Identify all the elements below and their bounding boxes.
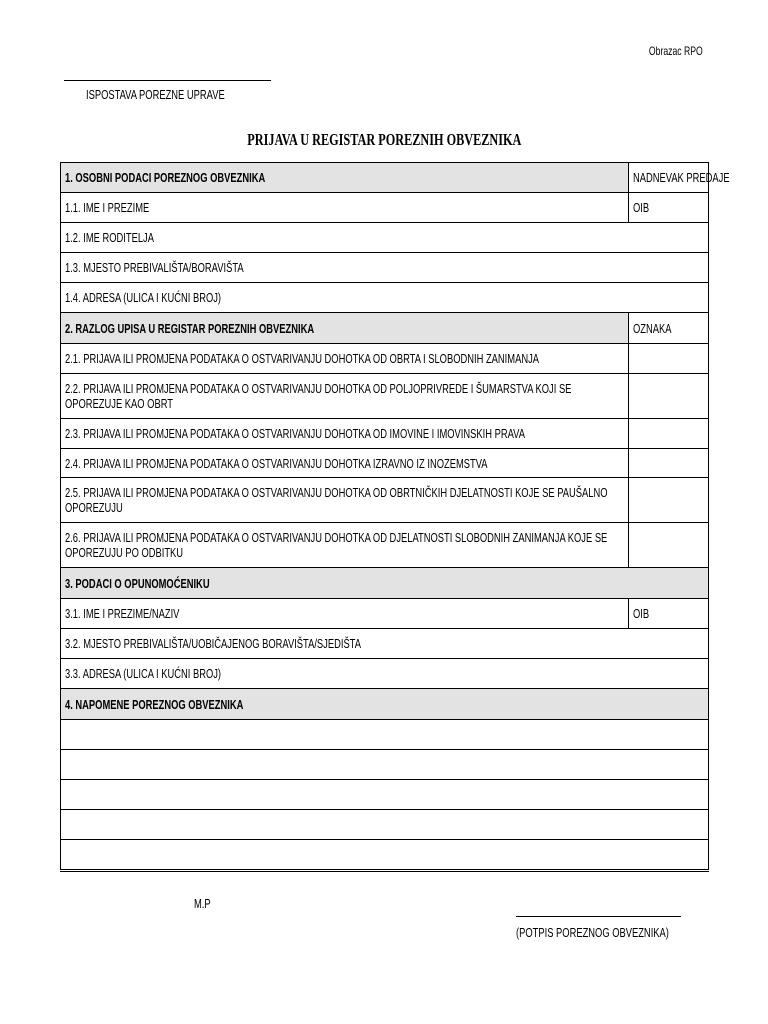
reason-label: 2.4. PRIJAVA ILI PROMJENA PODATAKA O OSTVARIVANJU DOHOTKA IZRAVNO IZ INOZEMSTVA [61,449,629,478]
reason-row [61,419,709,449]
section-4-title: 4. NAPOMENE POREZNOG OBVEZNIKA [61,689,709,720]
reason-mark-box[interactable] [629,449,709,478]
residence-field[interactable]: 1.3. MJESTO PREBIVALIŠTA/BORAVIŠTA [61,253,709,283]
reason-mark-box[interactable] [629,344,709,374]
parent-name-field[interactable]: 1.2. IME RODITELJA [61,223,709,253]
reason-row [61,523,709,568]
reason-label: 2.2. PRIJAVA ILI PROMJENA PODATAKA O OSTVARIVANJU DOHOTKA OD POLJOPRIVREDE I ŠUMARSTVA KOJI SE OPOREZUJE KAO OBRT [61,374,629,419]
reason-row [61,478,709,523]
notes-line [61,840,709,871]
taxpayer-oib-field[interactable]: OIB [629,193,709,223]
parent-name-row [61,223,709,253]
notes-line [61,780,709,810]
form-title: PRIJAVA U REGISTAR POREZNIH OBVEZNIKA [246,130,522,149]
reason-label: 2.1. PRIJAVA ILI PROMJENA PODATAKA O OSTVARIVANJU DOHOTKA OD OBRTA I SLOBODNIH ZANIMANJA [61,344,629,374]
section-2-header-row [61,313,709,344]
section-2-title: 2. RAZLOG UPISA U REGISTAR POREZNIH OBVEZNIKA [61,313,629,344]
notes-field[interactable] [61,840,709,871]
address-row [61,283,709,313]
notes-field[interactable] [61,810,709,840]
section-4-header-row [61,689,709,720]
reason-mark-box[interactable] [629,374,709,419]
office-signature-line [64,80,271,81]
section-1-header-row [61,163,709,193]
mark-column-header: OZNAKA [629,313,709,344]
reason-mark-box[interactable] [629,419,709,449]
section-3-title: 3. PODACI O OPUNOMOĆENIKU [61,568,709,599]
taxpayer-name-row [61,193,709,223]
notes-field[interactable] [61,780,709,810]
notes-line [61,810,709,840]
reason-mark-box[interactable] [629,478,709,523]
submission-date-field[interactable]: NADNEVAK PREDAJE [629,163,709,193]
office-label: ISPOSTAVA POREZNE UPRAVE [86,87,225,102]
notes-line [61,720,709,750]
reason-row [61,449,709,478]
residence-row [61,253,709,283]
reason-row [61,374,709,419]
notes-field[interactable] [61,720,709,750]
reason-label: 2.3. PRIJAVA ILI PROMJENA PODATAKA O OSTVARIVANJU DOHOTKA OD IMOVINE I IMOVINSKIH PRAVA [61,419,629,449]
section-3-header-row [61,568,709,599]
signature-line[interactable] [516,916,681,917]
form-code: Obrazac RPO [649,44,703,58]
registration-form-table [60,162,730,872]
proxy-name-row [61,599,709,629]
proxy-oib-field[interactable]: OIB [629,599,709,629]
notes-line [61,750,709,780]
proxy-residence-row [61,629,709,659]
address-field[interactable]: 1.4. ADRESA (ULICA I KUĆNI BROJ) [61,283,709,313]
reason-label: 2.5. PRIJAVA ILI PROMJENA PODATAKA O OSTVARIVANJU DOHOTKA OD OBRTNIČKIH DJELATNOSTI KOJE SE PAUŠALNO OPOREZUJU [61,478,629,523]
section-1-title: 1. OSOBNI PODACI POREZNOG OBVEZNIKA [61,163,629,193]
proxy-residence-field[interactable]: 3.2. MJESTO PREBIVALIŠTA/UOBIČAJENOG BORAVIŠTA/SJEDIŠTA [61,629,709,659]
notes-field[interactable] [61,750,709,780]
proxy-address-row [61,659,709,689]
signature-label: (POTPIS POREZNOG OBVEZNIKA) [516,925,669,940]
proxy-address-field[interactable]: 3.3. ADRESA (ULICA I KUĆNI BROJ) [61,659,709,689]
reason-row [61,344,709,374]
reason-mark-box[interactable] [629,523,709,568]
proxy-name-field[interactable]: 3.1. IME I PREZIME/NAZIV [61,599,629,629]
reason-label: 2.6. PRIJAVA ILI PROMJENA PODATAKA O OSTVARIVANJU DOHOTKA OD DJELATNOSTI SLOBODNIH ZANIMANJA KOJE SE OPOREZUJU PO ODBITKU [61,523,629,568]
taxpayer-name-field[interactable]: 1.1. IME I PREZIME [61,193,629,223]
stamp-label: M.P [194,896,211,911]
